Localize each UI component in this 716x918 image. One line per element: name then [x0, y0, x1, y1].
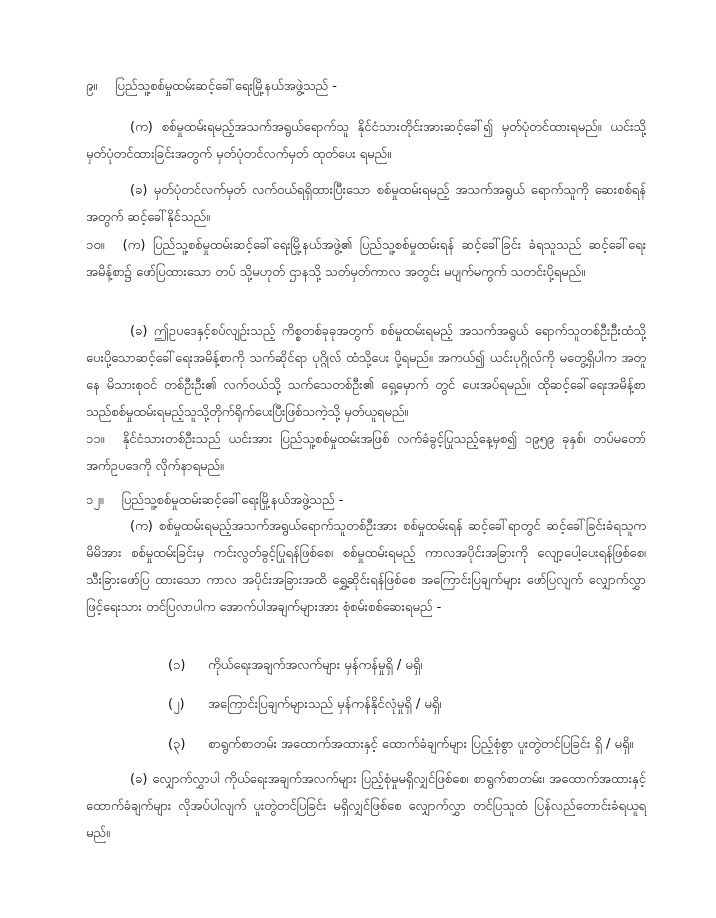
section-10a-paragraph [86, 232, 646, 286]
list-item [168, 652, 648, 679]
section-number: ၁၀။ [86, 238, 105, 253]
section-12b-paragraph: (ခ) လျှောက်လွှာပါ ကိုယ်ရေးအချက်အလက်များ ပြည့်စုံမှုမရှိလျှင်ဖြစ်စေ၊ စာရွက်စာတမ်း၊ အထောက်အထားနှင့် ထောက်ခံချက်များ လိုအပ်ပါလျက် ပူးတွဲတင်ပြခြင်း မရှိလျှင်ဖြစ်စေ လျှောက်လွှာ တင်ပြသူထံ ပြန်လည်တောင်းခံရယူရမည်။ [86, 772, 646, 841]
list-item-number: (၁) [168, 658, 186, 673]
section-12-heading [86, 487, 646, 514]
section-9-heading [86, 73, 646, 100]
list-item [168, 731, 648, 758]
section-11-paragraph [86, 426, 646, 480]
section-10b-paragraph: (ခ) ဤဥပဒေနှင့်စပ်လျဉ်းသည့် ကိစ္စတစ်ခုခုအတွက် စစ်မှုထမ်းရမည့် အသက်အရွယ် ရောက်သူတစ်ဦးဦးထံသို့ ပေးပို့သောဆင့်ခေါ်ရေးအမိန့်စာကို သက်ဆိုင်ရာ ပုဂ္ဂိုလ် ထံသို့ပေး ပို့ရမည်။ အကယ်၍ ယင်းပုဂ္ဂိုလ်ကို မတွေ့ရှိပါက အတူနေ မိသားစုဝင် တစ်ဦးဦး၏ လက်ဝယ်သို့ သက်သေတစ်ဦး၏ ရှေ့မှောက် တွင် ပေးအပ်ရမည်။ ထိုဆင့်ခေါ်ရေးအမိန့်စာသည်စစ်မှုထမ်းရမည့်သူသို့တိုက်ရိုက်ပေးပြီးဖြစ်သကဲ့သို့ မှတ်ယူရမည်။ [86, 324, 646, 420]
section-text: (က) ပြည်သူ့စစ်မှုထမ်းဆင့်ခေါ်ရေးမြို့နယ်အဖွဲ့၏ ပြည်သူ့စစ်မှုထမ်းရန် ဆင့်ခေါ်ခြင်း ခံရသူသည် ဆင့်ခေါ်ရေးအမိန့်စာ၌ ဖော်ပြထားသော တပ် သို့မဟုတ် ဌာနသို့ သတ်မှတ်ကာလ အတွင်း မပျက်မကွက် သတင်းပို့ရမည်။ [86, 238, 646, 280]
section-text: နိုင်ငံသားတစ်ဦးသည် ယင်းအား ပြည်သူ့စစ်မှုထမ်းအဖြစ် လက်ခံခွင့်ပြုသည့်နေ့မှစ၍ ၁၉၅၉ ခုနှစ်၊ တပ်မတော်အက်ဥပဒေကို လိုက်နာရမည်။ [86, 432, 646, 474]
section-number: ၁၂။ [86, 493, 104, 508]
section-12a-paragraph: (က) စစ်မှုထမ်းရမည့်အသက်အရွယ်ရောက်သူတစ်ဦးအား စစ်မှုထမ်းရန် ဆင့်ခေါ်ရာတွင် ဆင့်ခေါ်ခြင်းခံရသူက မိမိအား စစ်မှုထမ်းခြင်းမှ ကင်းလွတ်ခွင့်ပြုရန်ဖြစ်စေ၊ စစ်မှုထမ်းရမည့် ကာလအပိုင်းအခြားကို လျော့ပေါ့ပေးရန်ဖြစ်စေ၊ သီးခြားဖော်ပြ ထားသော ကာလ အပိုင်းအခြားအထိ ရွှေ့ဆိုင်းရန်ဖြစ်စေ အကြောင်းပြချက်များ ဖော်ပြလျက် လျှောက်လွှာ ဖြင့်ရေးသား တင်ပြလာပါက အောက်ပါအချက်များအား စုံစမ်းစစ်ဆေးရမည် - [86, 519, 646, 615]
list-item [168, 691, 648, 718]
section-text: ပြည်သူ့စစ်မှုထမ်းဆင့်ခေါ်ရေးမြို့နယ်အဖွဲ့သည် - [121, 493, 344, 508]
section-number: ၁၁။ [86, 432, 105, 447]
section-text: ပြည်သူ့စစ်မှုထမ်းဆင့်ခေါ်ရေးမြို့နယ်အဖွဲ့သည် - [115, 79, 337, 94]
list-item-number: (၃) [168, 737, 186, 752]
list-item-number: (၂) [168, 697, 185, 712]
list-item-text: အကြောင်းပြချက်များသည် မှန်ကန်နိုင်လုံမှုရှိ / မရှိ၊ [208, 697, 442, 712]
section-9b-paragraph: (ခ) မှတ်ပုံတင်လက်မှတ် လက်ဝယ်ရရှိထားပြီးသော စစ်မှုထမ်းရမည့် အသက်အရွယ် ရောက်သူကို ဆေးစစ်ရန်အတွက် ဆင့်ခေါ်နိုင်သည်။ [86, 183, 646, 225]
list-item-text: ကိုယ်ရေးအချက်အလက်များ မှန်ကန်မှုရှိ / မရှိ၊ [208, 658, 423, 673]
section-9a-paragraph: (က) စစ်မှုထမ်းရမည့်အသက်အရွယ်ရောက်သူ နိုင်ငံသားတိုင်းအားဆင့်ခေါ်၍ မှတ်ပုံတင်ထားရမည်။ ယင်းသို့ မှတ်ပုံတင်ထားခြင်းအတွက် မှတ်ပုံတင်လက်မှတ် ထုတ်ပေး ရမည်။ [86, 120, 646, 162]
list-item-text: စာရွက်စာတမ်း အထောက်အထားနှင့် ထောက်ခံချက်များ ပြည့်စုံစွာ ပူးတွဲတင်ပြခြင်း ရှိ / မရှိ။ [208, 737, 634, 752]
section-number: ၉။ [86, 79, 98, 94]
